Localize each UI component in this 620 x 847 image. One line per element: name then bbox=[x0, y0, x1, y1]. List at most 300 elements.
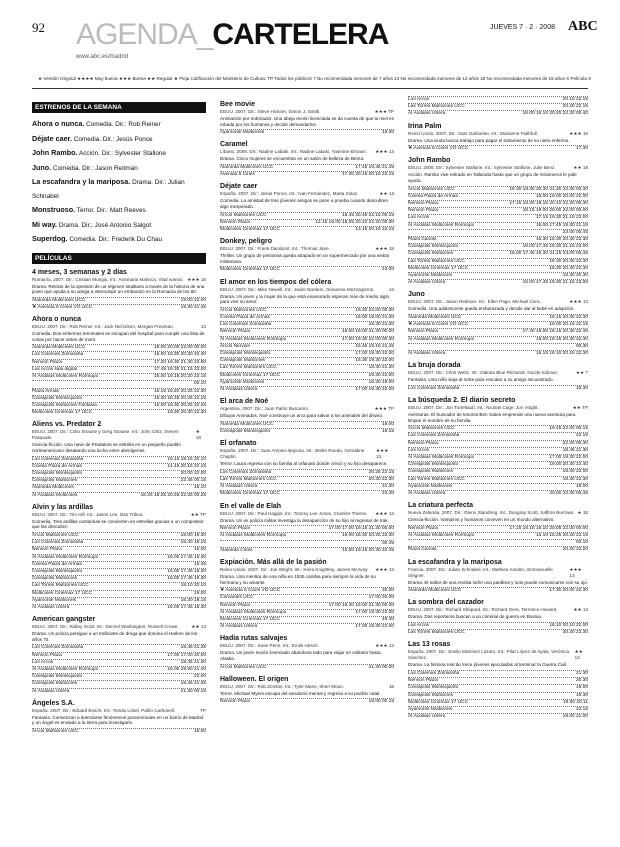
estreno-item bbox=[32, 146, 206, 161]
showtimes: 18.45 21.35 bbox=[180, 645, 206, 651]
film-meta: Líbano. 2006. Dir.: Nadine Labaki. Int.: Nadine Labaki, Yasmine Elmasri. bbox=[220, 149, 367, 155]
film-rating: ★★★ 18 bbox=[375, 246, 394, 252]
showtimes: 17.00 17.00 20.00 bbox=[167, 652, 206, 658]
showtimes: 19.00 bbox=[381, 421, 394, 427]
cinema-name: Al Andalus Multicines Rormupo bbox=[408, 336, 475, 342]
cinema-name: Al Andalus Multicines Rormupo bbox=[32, 666, 99, 672]
film-title: La búsqueda 2. El diario secreto bbox=[408, 397, 516, 405]
film-rating: ★★★ TP bbox=[374, 109, 394, 114]
film-credits bbox=[408, 370, 588, 376]
film-meta: EEUU. 2007. Dir.: Steve Hickner, Simon J. Smith. bbox=[220, 109, 321, 114]
film-title: El arca de Noé bbox=[220, 398, 269, 406]
showtimes: 19.30 22.00 bbox=[368, 372, 394, 378]
showtimes: 17.30 20.00 22.30 bbox=[549, 588, 588, 594]
showtimes: 16.00 17.45 19.30 bbox=[167, 568, 206, 574]
showtime-row bbox=[32, 359, 206, 366]
film-entry bbox=[32, 615, 206, 695]
estreno-title: Monstruoso. bbox=[32, 205, 76, 214]
film-title: La escafandra y la mariposa bbox=[408, 558, 502, 566]
peliculas-heading: PELÍCULAS bbox=[32, 253, 206, 264]
cinema-name: Las Torres Multicines UCC bbox=[408, 476, 465, 482]
cinema-name: Nervión Plaza bbox=[220, 329, 250, 335]
film-entry bbox=[220, 100, 394, 136]
film-title: Irina Palm bbox=[408, 122, 442, 130]
film-synopsis: Drama. Una viuda busca trabajo para pagar el tratamiento de su nieto enfermo. bbox=[408, 137, 570, 143]
showtime-row bbox=[408, 222, 588, 229]
film-entry bbox=[220, 140, 394, 178]
showtimes: 17.00 19.30 22.00 bbox=[355, 609, 394, 615]
showtime-row bbox=[408, 539, 588, 546]
cinema-name: Alameda Multicines UCC bbox=[408, 315, 462, 321]
showtime-row bbox=[32, 652, 206, 659]
showtimes: 18.30 20.30 bbox=[562, 273, 588, 279]
film-credits bbox=[408, 165, 588, 171]
film-entry bbox=[220, 558, 394, 630]
estreno-genre: Comedia. Dir.: Frederik Du Chau bbox=[69, 236, 163, 243]
film-meta: EEUU. 2007. Dir.: Paul Haggis. Int.: Tommy Lee Jones, Charlize Theron. bbox=[220, 510, 368, 516]
showtime-row bbox=[408, 629, 588, 636]
showtime-row bbox=[408, 200, 588, 207]
showtime-row bbox=[408, 476, 588, 483]
showtimes: 18.00 20.00 22.00 00.00 bbox=[153, 345, 206, 351]
cinema-name: Al Andalus Utrera bbox=[408, 111, 446, 117]
showtime-row bbox=[32, 366, 206, 373]
showtimes: 19.00 bbox=[575, 685, 588, 691]
film-synopsis: Fantasía. Una niña viaja al norte para rescatar a su amigo secuestrado. bbox=[408, 377, 554, 383]
showtimes: 17.15 19.30 21.15 23.00 bbox=[535, 215, 588, 221]
showtimes: 16.25 18.25 20.25 22.25 00.25 bbox=[140, 492, 206, 498]
film-credits bbox=[220, 191, 394, 197]
cinema-name: Nervión Plaza bbox=[32, 359, 62, 365]
showtimes: 19.00 20.11 bbox=[563, 699, 588, 705]
showtime-row bbox=[32, 373, 206, 380]
film-entry bbox=[32, 315, 206, 416]
column-1 bbox=[32, 96, 206, 836]
cinema-name: Al Andalus Multicines Rormupo bbox=[32, 374, 99, 380]
showtime-row bbox=[220, 336, 394, 343]
showtimes: 16.00 18.00 20.00 22.00 bbox=[535, 193, 588, 199]
showtimes: 18.30 20.30 22.30 bbox=[549, 258, 588, 264]
showtimes: 16.30 19.00 bbox=[368, 379, 394, 385]
showtime-row bbox=[408, 350, 588, 357]
film-rating: ★★ 13 bbox=[574, 649, 583, 661]
film-synopsis: Drama. Retrato de la opresión de un régimen totalitario a través de la historia de una joven que ayuda a su amiga a interrumpir un embarazo en la Rumanía de los 80. bbox=[32, 283, 205, 295]
film-title: Ángeles S.A. bbox=[32, 699, 75, 707]
showtime-row bbox=[408, 145, 588, 152]
cinema-name: Alameda Cines bbox=[220, 547, 253, 553]
showtimes: 18.15 19.00 20.00 22.00 00.00 bbox=[522, 208, 588, 214]
cinema-name: Los Arcos sala digital bbox=[32, 366, 78, 372]
film-title: Bee movie bbox=[220, 101, 256, 108]
film-credits bbox=[32, 324, 206, 330]
film-meta: España. 2007. Dir.: Jesús Ponce. Int.: Ivan Fernández, Marta Solaz. bbox=[220, 191, 359, 197]
estreno-title: Déjate caer. bbox=[32, 133, 72, 143]
film-entry bbox=[32, 503, 206, 611]
showtime-row bbox=[408, 461, 588, 468]
showtime-row bbox=[408, 321, 588, 328]
showtimes: 16.15 bbox=[381, 429, 394, 434]
showtime-row bbox=[220, 357, 394, 364]
film-synopsis: Thriller. Un grupo de personas queda atrapado en un supermercado por una niebla misteriosa. bbox=[220, 253, 390, 264]
cinema-name: Plaza Armas bbox=[32, 388, 59, 394]
film-synopsis: Drama. Dos reporteros buscan a un criminal de guerra en Bosnia. bbox=[408, 614, 543, 620]
cinema-name: Plaza Camas bbox=[408, 237, 437, 243]
showtimes: 18.10 20.10 bbox=[180, 583, 206, 589]
film-meta: España. 2007. Dir.: Juan Antonio Bayona. Int.: Belén Rueda, Geraldine Chaplin. bbox=[220, 448, 365, 460]
cinema-name: Al Andalus Multicines Rormupo bbox=[220, 533, 287, 539]
showtimes: 16.10 18.25 20.20 22.15 bbox=[535, 533, 588, 539]
showtime-row bbox=[408, 193, 588, 200]
showtimes: 17.20 19.30 21.40 23.50 bbox=[153, 359, 206, 365]
film-title: John Rambo bbox=[408, 157, 451, 165]
showtimes: 16.00 18.15 20.20 22.15 bbox=[153, 374, 206, 380]
estreno-item bbox=[32, 117, 206, 132]
showtime-row bbox=[32, 673, 206, 680]
cinema-name: Cinesa Plaza de Armas bbox=[408, 193, 458, 199]
film-entry bbox=[220, 278, 394, 394]
cinema-name: Los Cinemas Zomaraña bbox=[408, 433, 460, 439]
showtime-row bbox=[408, 684, 588, 691]
cinema-name: Ayamonte Multicines bbox=[32, 597, 77, 603]
cinema-name: Los Cinemas Zomaraña bbox=[408, 385, 460, 391]
cinema-name: Cineápolis Multicines bbox=[32, 576, 78, 582]
showtime-row bbox=[220, 469, 394, 476]
film-synopsis: Drama. Una mentira de una niña en 1935 cambia para siempre la vida de su hermana y su amante. bbox=[220, 574, 376, 585]
cinema-name: Multicines Cinemax 17 UCC bbox=[32, 590, 92, 596]
showtimes: 16.00 18.10 20.20 22.30 00.40 bbox=[522, 111, 588, 117]
film-title: Déjate caer bbox=[220, 183, 258, 191]
showtime-row bbox=[32, 568, 206, 575]
showtime-row bbox=[220, 372, 394, 379]
showtimes: 17.00 16.30 19.00 21.30 00.00 bbox=[328, 602, 394, 608]
cinema-name: Al Andalus Utrera bbox=[408, 280, 446, 286]
film-synopsis: Terror. Laura regresa con su familia al orfanato donde creció y su hijo desaparece. bbox=[220, 461, 388, 467]
film-entry bbox=[408, 396, 588, 497]
showtime-row bbox=[220, 164, 394, 171]
showtime-row bbox=[408, 96, 588, 103]
showtimes: 18.10 20.10 22.00 bbox=[549, 623, 588, 629]
film-entry bbox=[32, 420, 206, 498]
film-synopsis: Dibujos Animados. Noé construye un arca para salvar a los animales del diluvio. bbox=[220, 413, 384, 419]
showtime-row bbox=[408, 532, 588, 539]
cinema-name: Ayamonte Multicines bbox=[408, 707, 453, 713]
showtimes: 19.00 bbox=[193, 590, 206, 596]
cinema-name: Los Cinemas Zomaraña bbox=[32, 645, 84, 651]
showtimes: 18.00 bbox=[193, 728, 206, 734]
showtimes: 18.30 19.30 20.30 21.30 22.30 00.30 bbox=[509, 186, 588, 192]
showtimes: 21.30 bbox=[381, 484, 394, 490]
showtime-row bbox=[220, 129, 394, 136]
title-cartelera: CARTELERA bbox=[212, 18, 389, 51]
film-meta: EEUU. 2007. Dir.: Ridley Scott. Int.: Denzel Washington, Russell Crowe. bbox=[32, 624, 179, 630]
showtimes: 16.00 bbox=[193, 547, 206, 553]
cinema-name: Nervión Plaza bbox=[408, 678, 438, 684]
cinema-name: Nervión Plaza bbox=[32, 547, 62, 553]
showtime-row bbox=[32, 304, 206, 311]
film-rating: ★★ 13 bbox=[379, 191, 394, 197]
showtimes: 16.00 17.45 19.30 bbox=[167, 576, 206, 582]
showtimes: 19.30 20.30 22.30 bbox=[167, 410, 206, 416]
showtimes: 22.15 bbox=[575, 433, 588, 439]
showtime-row bbox=[32, 546, 206, 553]
showtimes: 18.30 21.30 bbox=[368, 365, 394, 371]
film-synopsis: Comedia. Una adolescente queda embarazada y decide dar al bebé en adopción. bbox=[408, 306, 575, 312]
cinema-name: Nervión Plaza bbox=[408, 525, 438, 531]
estrenos-list bbox=[32, 117, 206, 247]
cinema-name: Nervión Plaza bbox=[32, 652, 62, 658]
cinema-name: Alameda Multicines UCC bbox=[408, 588, 462, 594]
cinema-name: Nervión Plaza bbox=[220, 602, 250, 608]
showtimes: 17.45 19.45 21.45 bbox=[355, 164, 394, 170]
showtimes: 16.00 18.30 20.25 22.30 bbox=[341, 533, 394, 539]
showtime-row bbox=[220, 594, 394, 601]
estreno-title: Juno. bbox=[32, 162, 52, 172]
estreno-title: Mi way. bbox=[32, 219, 58, 229]
cinema-name: Multicines Cinemax 17 UCC bbox=[32, 410, 92, 416]
film-synopsis: Acción. Rambo vive retirado en Tailandia hasta que un grupo de misioneros le pide ayuda. bbox=[408, 172, 577, 183]
showtime-row bbox=[32, 470, 206, 477]
film-rating: ★★★ 18 bbox=[187, 276, 206, 282]
showtimes: 17.00 19.30 22.00 bbox=[355, 624, 394, 630]
film-entry bbox=[408, 640, 588, 720]
showtimes: 20.25 22.15 bbox=[368, 469, 394, 475]
cinema-name: Arcos Multicines UCC bbox=[220, 664, 267, 670]
showtime-row bbox=[32, 539, 206, 546]
showtime-row bbox=[408, 546, 588, 553]
cinema-name: Cinesa Plaza de Armas bbox=[32, 463, 82, 469]
film-rating: ★★ 18 bbox=[573, 165, 588, 171]
cinema-name: Cineápolis Montequinto bbox=[408, 685, 459, 691]
showtime-row bbox=[220, 587, 394, 594]
showtimes: 20.30 22.30 bbox=[368, 477, 394, 482]
cinema-name: Cineápolis Montequinto bbox=[32, 395, 83, 401]
film-entry bbox=[220, 397, 394, 435]
film-rating: ★★★ 13 bbox=[375, 567, 394, 573]
showtimes: 19.00 21.00 bbox=[562, 714, 588, 720]
showtime-row bbox=[32, 532, 206, 539]
estreno-genre: Acción. Dir.: Sylvester Stallone bbox=[78, 150, 166, 157]
title-agenda: AGENDA bbox=[76, 18, 197, 51]
cinema-name: Cineápolis Montequinto bbox=[408, 462, 459, 468]
film-credits bbox=[408, 649, 588, 661]
showtime-row bbox=[408, 314, 588, 321]
showtimes: 20.00 22.00 bbox=[180, 470, 206, 476]
film-synopsis: Terror. Michael Myers escapa del sanatorio mental y regresa a su pueblo natal. bbox=[220, 690, 381, 696]
showtime-row bbox=[408, 432, 588, 439]
showtime-row bbox=[32, 380, 206, 387]
showtimes: 19.30 bbox=[381, 617, 394, 623]
showtime-row bbox=[408, 110, 588, 117]
showtimes: 20.20 22.30 bbox=[562, 630, 588, 636]
film-meta: EEUU. 2007. Dir.: Frank Darabont. Int.: Thomas Jane. bbox=[220, 246, 330, 252]
cinema-name: Arcos Multicines UCC bbox=[408, 426, 455, 432]
showtime-row bbox=[408, 699, 588, 706]
showtimes: 17.00 17.00 19.15 21.30 00.00 bbox=[328, 526, 394, 532]
film-list-3 bbox=[408, 96, 588, 720]
cinema-name: ★ Avenida 5 Cines VO UCC bbox=[220, 588, 281, 594]
showtime-row bbox=[220, 307, 394, 314]
cinema-name: Cinesa Plaza de Armas bbox=[32, 561, 82, 567]
showtime-row bbox=[220, 476, 394, 483]
showtimes: 22.00 00.30 bbox=[562, 440, 588, 446]
showtimes: 18.10 bbox=[193, 485, 206, 491]
estreno-genre: Comedia. Dir.: Jason Reitman bbox=[52, 164, 138, 172]
cinema-name: Los Cinemas Zomaraña bbox=[32, 456, 84, 462]
cinema-name: Alameda Multicines UCC bbox=[220, 164, 274, 170]
film-meta: EEUU. 2007. Dir.: Jon Turteltaub. Int.: Nicolas Cage, Jon Voight. bbox=[408, 405, 539, 411]
showtimes: 17.00 19.30 22.00 bbox=[355, 387, 394, 392]
showtimes: 18.30 22.00 00.30 bbox=[355, 307, 394, 313]
cinema-name: Ayamonte Multicines bbox=[408, 273, 453, 279]
showtimes: 22.30 bbox=[381, 491, 394, 497]
cinema-name: Los Arcos bbox=[408, 623, 430, 629]
showtime-row bbox=[408, 250, 588, 257]
cinema-name: Cineápolis Multicines Fantasia bbox=[32, 402, 97, 408]
film-title: Ahora o nunca bbox=[32, 316, 82, 324]
film-synopsis: Comedia. La amistad de tres jóvenes amigos se pone a prueba cuando descubren algo inesperado. bbox=[220, 198, 389, 209]
film-synopsis: Drama. Cinco mujeres se encuentran en un salón de belleza de Beirut. bbox=[220, 156, 365, 162]
cinema-name: Los Cinemas Zomaraña bbox=[32, 352, 84, 358]
showtime-row bbox=[32, 644, 206, 651]
showtime-row bbox=[408, 454, 588, 461]
cinema-name: Arcos Multicines UCC bbox=[32, 532, 79, 538]
showtime-row bbox=[220, 171, 394, 178]
film-credits bbox=[408, 567, 588, 579]
showtimes: 19.00 22.00 bbox=[180, 297, 206, 303]
cinema-name: Al Andalus Multicines Rormupo bbox=[408, 533, 475, 539]
showtime-row bbox=[220, 226, 394, 233]
film-rating: 13 bbox=[388, 286, 394, 292]
showtimes: 16.00 19.15 20.30 22.45 bbox=[341, 547, 394, 553]
showtime-row bbox=[220, 386, 394, 393]
section-title bbox=[76, 18, 388, 52]
film-title: La criatura perfecta bbox=[408, 502, 473, 510]
showtime-row bbox=[32, 484, 206, 491]
film-rating: ★★ TP bbox=[190, 511, 206, 517]
showtimes: 16.45 bbox=[193, 561, 206, 567]
cinema-name: Plaza Camas bbox=[408, 547, 437, 553]
cinema-name: Alameda Multicines UCC bbox=[32, 297, 86, 303]
cinema-name: Ayamonte Multicines bbox=[220, 130, 265, 136]
cinema-name: Cineápolis Montequinto bbox=[220, 350, 271, 356]
showtimes: 17.00 19.30 22.00 00.30 bbox=[341, 336, 394, 342]
page-number: 92 bbox=[32, 20, 45, 35]
film-entry bbox=[408, 122, 588, 153]
film-meta: España. 2007. Dir.: Eduard Bosch. Int.: Tomás Lobel, Pablo Carbonell. bbox=[32, 707, 176, 713]
showtimes: 16.30 bbox=[575, 385, 588, 391]
film-credits bbox=[32, 624, 206, 630]
showtime-row bbox=[408, 272, 588, 279]
film-synopsis: Comedia. Tres ardillas cantarinas se convierten en estrellas gracias a un compositor que las descubre. bbox=[32, 518, 204, 530]
cinema-name: Nervión Plaza bbox=[220, 526, 250, 532]
showtimes: 20.00 bbox=[381, 588, 394, 594]
estreno-item bbox=[32, 203, 206, 218]
cinema-name: Las Torres Multicines UCC bbox=[408, 258, 465, 264]
showtime-row bbox=[408, 692, 588, 699]
cinema-name: Nervión Plaza bbox=[408, 329, 438, 335]
showtimes: 16.00 19.00 21.30 00.00 bbox=[341, 329, 394, 335]
film-credits bbox=[220, 684, 394, 690]
cinema-name: Al Andalus Multicines Rormupo bbox=[220, 336, 287, 342]
cinema-name: Cineápolis Multicines bbox=[220, 358, 266, 364]
estreno-item bbox=[32, 175, 206, 203]
showtimes: 22.45 00.15 bbox=[180, 478, 206, 484]
cinema-name: Al Andalus Multicines Rormupo bbox=[408, 455, 475, 461]
cinema-name: Los Arcos bbox=[32, 659, 54, 665]
showtimes: 17.45 19.30 21.15 23.00 bbox=[153, 366, 206, 372]
showtime-row bbox=[220, 364, 394, 371]
cinema-name: Cineápolis Montequinto bbox=[32, 470, 83, 476]
showtime-row bbox=[220, 623, 394, 630]
film-rating: ★★★ 13 bbox=[375, 149, 394, 155]
film-entry bbox=[220, 439, 394, 497]
film-rating: ★★★ 13 bbox=[375, 643, 394, 649]
showtime-row bbox=[408, 103, 588, 110]
showtimes: 16.30 18.25 20.25 22.15 bbox=[153, 395, 206, 401]
showtimes: 16.30 bbox=[381, 130, 394, 136]
film-title: Juno bbox=[408, 291, 425, 299]
showtime-row bbox=[408, 677, 588, 684]
cinema-name: Las Torres Multicines UCC bbox=[408, 630, 465, 636]
showtime-row bbox=[408, 490, 588, 497]
film-credits bbox=[408, 510, 588, 516]
showtime-row bbox=[32, 597, 206, 604]
film-meta: Reino Unido. 2007. Dir.: Sam Garbarski. Int.: Marianne Faithfull. bbox=[408, 130, 538, 136]
showtime-row bbox=[32, 297, 206, 304]
film-rating: ★★★ 13 bbox=[376, 448, 389, 460]
showtime-row bbox=[220, 212, 394, 219]
cinema-name: Las Torres Multicines UCC bbox=[408, 104, 465, 110]
film-meta: EEUU. 2007. Dir.: Tim Hill. Int.: Jason Lee, Dan Tribuo. bbox=[32, 511, 144, 517]
showtime-row bbox=[408, 336, 588, 343]
film-entry bbox=[220, 634, 394, 670]
showtime-row bbox=[220, 428, 394, 435]
film-title: Las 13 rosas bbox=[408, 641, 451, 649]
showtimes: 19.00 22.00 bbox=[562, 469, 588, 475]
showtime-row bbox=[32, 728, 206, 735]
showtime-row bbox=[408, 265, 588, 272]
film-title: 4 meses, 3 semanas y 2 días bbox=[32, 268, 127, 276]
estreno-item bbox=[32, 132, 206, 147]
showtimes: 20.15 22.15 bbox=[562, 97, 588, 102]
cinema-name: Arcos Multicines UCC bbox=[220, 212, 267, 218]
cinema-name: Ayamonte Multicines bbox=[408, 483, 453, 489]
film-credits bbox=[32, 708, 206, 714]
film-rating: ★★★ 13 bbox=[375, 510, 394, 516]
film-entry bbox=[220, 237, 394, 273]
showtime-row bbox=[220, 698, 394, 705]
estreno-item bbox=[32, 232, 206, 247]
showtimes: 18.45 20.45 22.15 00.15 bbox=[341, 212, 394, 218]
estreno-genre: Drama. Dir.: José Antonio Salgot bbox=[58, 221, 152, 229]
showtimes: 23.00 bbox=[381, 267, 394, 273]
showtimes: 18.00 bbox=[575, 483, 588, 489]
film-entry bbox=[220, 675, 394, 706]
cinema-name: Alameda Multicines UCC bbox=[32, 345, 86, 351]
film-credits bbox=[408, 299, 588, 305]
cinema-name: Cineápolis Multicines bbox=[32, 681, 78, 687]
film-title: Aliens vs. Predator 2 bbox=[32, 421, 102, 429]
film-credits bbox=[220, 567, 394, 573]
film-rating: ★★ 7 bbox=[575, 370, 588, 376]
film-meta: Argentina. 2007. Dir.: Juan Pablo Buscarini. bbox=[220, 406, 309, 412]
film-title: En el valle de Elah bbox=[220, 502, 282, 510]
showtimes: 16.30 18.30 20.30 22.30 bbox=[535, 237, 588, 243]
film-entry bbox=[408, 598, 588, 636]
film-credits bbox=[220, 149, 394, 155]
showtime-row bbox=[32, 351, 206, 358]
showtimes: 21.30 00.15 bbox=[180, 688, 206, 694]
